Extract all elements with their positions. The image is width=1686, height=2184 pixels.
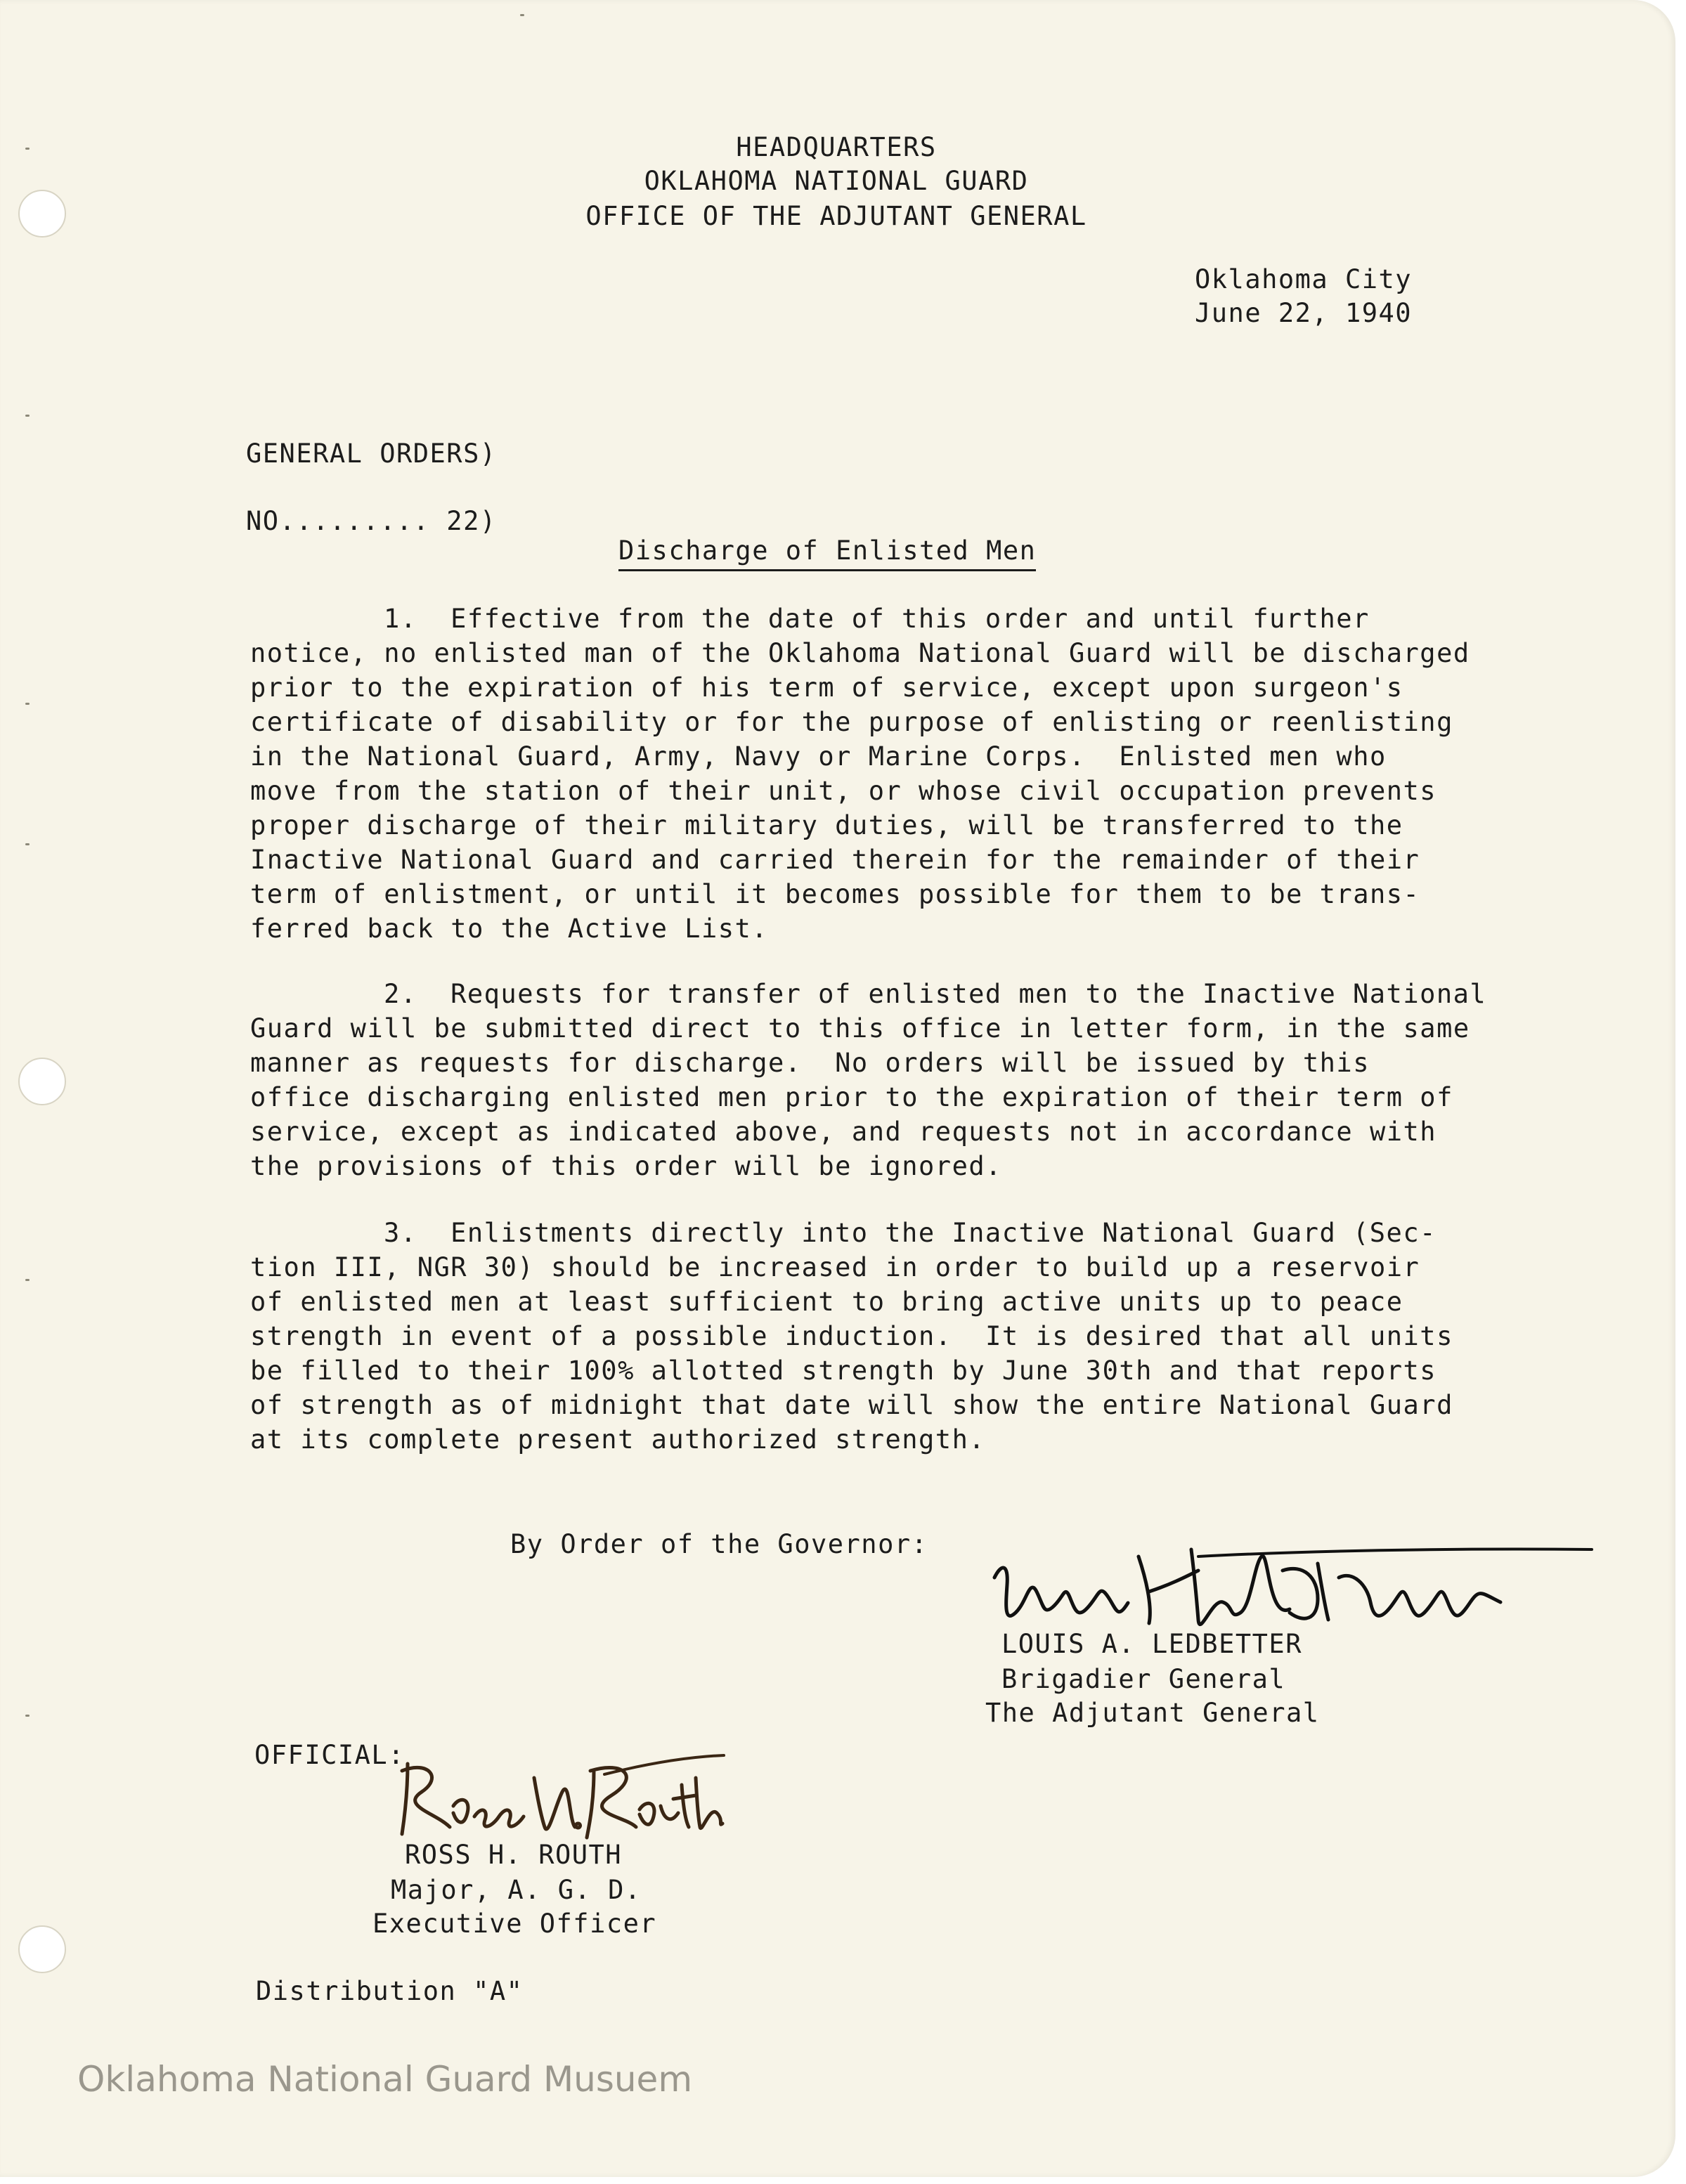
signatory-title: The Adjutant General bbox=[985, 1698, 1320, 1728]
paragraph-line: tion III, NGR 30) should be increased in order to build up a reservoir bbox=[250, 1252, 1420, 1282]
paragraph-line: proper discharge of their military duties, will be transferred to the bbox=[250, 810, 1403, 840]
paragraph-line: office discharging enlisted men prior to the expiration of their term of bbox=[250, 1082, 1453, 1112]
punch-hole-bottom bbox=[18, 1925, 66, 1973]
paragraph-line: strength in event of a possible induction. It is desired that all units bbox=[250, 1321, 1453, 1351]
paragraph-line: be filled to their 100% allotted strength by June 30th and that reports bbox=[250, 1356, 1437, 1386]
margin-speck bbox=[25, 703, 30, 705]
paragraph-line: 1. Effective from the date of this order and until further bbox=[384, 604, 1370, 634]
margin-speck bbox=[520, 14, 524, 16]
margin-speck bbox=[25, 1279, 30, 1281]
paragraph-line: prior to the expiration of his term of service, except upon surgeon's bbox=[250, 672, 1403, 703]
general-orders-label: GENERAL ORDERS) bbox=[246, 438, 497, 469]
museum-watermark: Oklahoma National Guard Musuem bbox=[77, 2059, 693, 2100]
signatory-rank: Brigadier General bbox=[1001, 1664, 1286, 1694]
margin-speck bbox=[25, 1715, 30, 1717]
paragraph-line: service, except as indicated above, and requests not in accordance with bbox=[250, 1117, 1437, 1147]
routh-signature bbox=[394, 1750, 724, 1841]
paragraph-line: of enlisted men at least sufficient to bring active units up to peace bbox=[250, 1287, 1403, 1317]
official-name: ROSS H. ROUTH bbox=[405, 1840, 623, 1870]
paragraph-2 bbox=[250, 977, 1515, 1183]
distribution: Distribution "A" bbox=[256, 1976, 524, 2006]
paragraph-line: term of enlistment, or until it becomes possible for them to be trans- bbox=[250, 879, 1420, 909]
margin-speck bbox=[25, 148, 30, 150]
paragraph-line: 2. Requests for transfer of enlisted men to the Inactive National bbox=[384, 979, 1487, 1009]
document-title: Discharge of Enlisted Men bbox=[618, 534, 1036, 571]
paragraph-3 bbox=[250, 1216, 1515, 1457]
paragraph-line: move from the station of their unit, or whose civil occupation prevents bbox=[250, 776, 1437, 806]
punch-hole-top bbox=[18, 190, 66, 238]
paragraph-line: notice, no enlisted man of the Oklahoma National Guard will be discharged bbox=[250, 638, 1470, 668]
paragraph-line: ferred back to the Active List. bbox=[250, 914, 769, 944]
official-label: OFFICIAL: bbox=[254, 1740, 405, 1770]
authority-line: By Order of the Governor: bbox=[510, 1529, 928, 1559]
paragraph-line: in the National Guard, Army, Navy or Marine Corps. Enlisted men who bbox=[250, 741, 1387, 772]
margin-speck bbox=[25, 843, 30, 845]
official-rank: Major, A. G. D. bbox=[391, 1875, 642, 1905]
ledbetter-signature bbox=[987, 1535, 1599, 1641]
header-line-3: OFFICE OF THE ADJUTANT GENERAL bbox=[585, 201, 1087, 231]
paragraph-line: of strength as of midnight that date will show the entire National Guard bbox=[250, 1390, 1453, 1420]
header-line-1: HEADQUARTERS bbox=[736, 132, 937, 162]
paragraph-line: the provisions of this order will be ignored. bbox=[250, 1151, 1002, 1181]
date: June 22, 1940 bbox=[1195, 298, 1413, 328]
paragraph-line: at its complete present authorized strength. bbox=[250, 1424, 986, 1455]
paragraph-line: certificate of disability or for the purpose of enlisting or reenlisting bbox=[250, 707, 1453, 737]
margin-speck bbox=[25, 415, 30, 417]
paragraph-line: manner as requests for discharge. No orders will be issued by this bbox=[250, 1048, 1370, 1078]
paragraph-line: Inactive National Guard and carried therein for the remainder of their bbox=[250, 845, 1420, 875]
paragraph-line: 3. Enlistments directly into the Inactive National Guard (Sec- bbox=[384, 1218, 1437, 1248]
paragraph-line: Guard will be submitted direct to this office in letter form, in the same bbox=[250, 1013, 1470, 1044]
city: Oklahoma City bbox=[1195, 264, 1413, 294]
order-number: NO......... 22) bbox=[246, 506, 497, 536]
official-title: Executive Officer bbox=[372, 1909, 657, 1939]
paragraph-1 bbox=[250, 602, 1515, 946]
header-line-2: OKLAHOMA NATIONAL GUARD bbox=[644, 166, 1029, 196]
signatory-name: LOUIS A. LEDBETTER bbox=[1001, 1629, 1302, 1659]
punch-hole-middle bbox=[18, 1058, 66, 1105]
